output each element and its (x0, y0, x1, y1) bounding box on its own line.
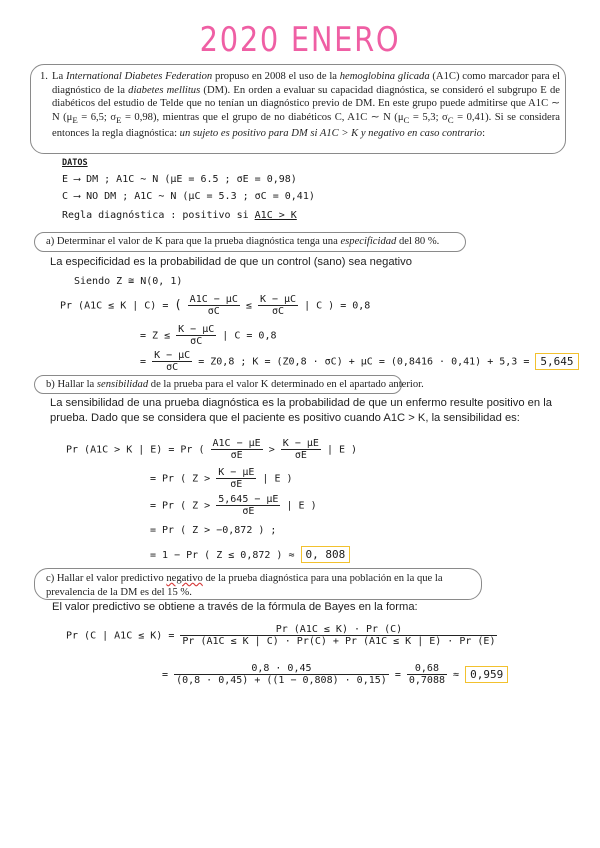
eq-fraction: $\frac{0,8 \cdot 0,45}{(0,8 \cdot 0,45) + ((1 - 0,808) \cdot 0,15)}$ (176, 663, 387, 686)
datos-rule-prefix: Regla diagnóstica : positivo si (62, 210, 255, 221)
eq-text: = (140, 356, 147, 368)
datos-rule (62, 210, 297, 221)
datos-rule-expr: A1C > K (254, 210, 297, 221)
part-a-text: Determinar el valor de K para que la prueba diagnóstica tenga una (56, 236, 341, 247)
part-b-statement (46, 378, 424, 392)
eq-fraction: $\frac{A1C - \mu C}{\sigma C}$ (189, 294, 238, 317)
q-part: E (72, 114, 78, 125)
eq-fraction: $\frac{K - \mu C}{\sigma C}$ (178, 324, 215, 347)
datos-line-c: C ⟶ NO DM ; A1C ∼ N (μC = 5.3 ; σC = 0,41) (62, 191, 315, 202)
part-a-result-box: 5,645 (535, 353, 578, 370)
part-a-label: a) (46, 236, 55, 247)
part-c-result-box: 0,959 (465, 666, 508, 683)
eq-fraction: $\frac{K - \mu C}{\sigma C}$ (154, 350, 191, 373)
part-c-statement (46, 572, 472, 599)
eq-text: = 1 − Pr ( Z ≤ 0,872 ) ≈ (150, 550, 295, 561)
datos-line-e: E ⟶ DM ; A1C ∼ N (μE = 6.5 ; σE = 0,98) (62, 174, 297, 185)
part-b-text: Hallar la (57, 379, 97, 390)
eq-fraction: $\frac{K - \mu C}{\sigma C}$ (259, 294, 297, 317)
part-b-text-em: sensibilidad (96, 379, 149, 390)
part-c-text: Hallar el valor predictivo (56, 573, 167, 584)
q-part: = 5,3; σ (409, 111, 448, 123)
datos-heading: DATOS (62, 158, 88, 168)
eq-fraction: $\frac{Pr (A1C \le K) \cdot Pr (C)}{Pr (A1C \le K | C) \cdot Pr(C) + Pr (A1C \le K | E) \cdot Pr (E)}$ (182, 624, 496, 647)
question-number: 1. (40, 71, 48, 82)
eq-text: ≤ (245, 300, 252, 312)
eq-text: Pr (A1C > K | E) = Pr ( (66, 444, 205, 456)
eq-fraction: $\frac{K - \mu E}{\sigma E}$ (218, 467, 255, 490)
part-a-eq3 (140, 350, 579, 373)
part-b-text-suffix: de la prueba para el valor K determinado en el apartado anterior. (148, 379, 424, 390)
q-part: C (403, 114, 410, 125)
q-part: hemoglobina glicada (339, 71, 430, 82)
eq-fraction: $\frac{5,645 - \mu E}{\sigma E}$ (218, 494, 279, 517)
part-a-statement (46, 235, 439, 249)
q-part: = 6,5; σ (77, 111, 117, 123)
eq-text: = (394, 669, 401, 681)
part-b-result-box: 0, 808 (301, 546, 351, 563)
part-b-l1 (66, 438, 357, 461)
eq-text: = Pr ( Z > (150, 500, 211, 512)
q-part: = 0,41). Si se considera entonces la regla diagnóstica: (52, 111, 560, 140)
eq-text: ≈ (453, 669, 460, 681)
part-b-answer: La sensibilidad de una prueba diagnóstica es la probabilidad de que un enfermo resulte positivo en la prueba. Dado que se considera que el paciente es positivo cuando A1C > K, la sensibilidad es: (50, 397, 552, 424)
part-b-l5 (150, 548, 350, 561)
eq-text: = Z ≤ (140, 330, 171, 342)
eq-fraction: $\frac{0,68}{0,7088}$ (408, 663, 445, 686)
part-a-eq1: Pr (A1C ≤ K | C) = ( $\frac{A1C - \mu C}{\sigma C}$ ≤ $\frac{K - \mu C}{\sigma C}$ | C ) = 0,8 (60, 294, 371, 317)
eq-fraction: $\frac{A1C - \mu E}{\sigma E}$ (212, 438, 261, 461)
q-part: (A1C) como marcador para el diagnóstico de la (52, 71, 561, 96)
q-part: : (482, 128, 486, 140)
q-part: propuso en 2008 el uso de la (212, 71, 340, 82)
eq-text: | C ) = 0,8 (304, 300, 371, 312)
question-statement (52, 70, 560, 141)
eq-text: | C = 0,8 (222, 330, 277, 342)
part-b-label: b) (46, 379, 55, 390)
eq-text: Pr (C | A1C ≤ K) = (66, 630, 175, 642)
part-a-eq2 (140, 324, 276, 347)
eq-text: | E ) (262, 473, 293, 485)
eq-text: = (162, 669, 169, 681)
eq-fraction: $\frac{K - \mu E}{\sigma E}$ (282, 438, 319, 461)
part-b-l2 (150, 467, 293, 490)
part-c-label: c) (46, 573, 55, 584)
eq-text: > (268, 444, 275, 456)
page-title: 2020 ENERO (199, 20, 401, 60)
part-a-text-em: especificidad (340, 236, 397, 247)
eq-text: = Z0,8 ; K = (Z0,8 · σC) + μC = (0,8416 · 0,41) + 5,3 = (198, 356, 530, 368)
q-part: La (52, 71, 66, 82)
eq-text: | E ) (286, 500, 317, 512)
q-part: International Diabetes Federation (65, 71, 213, 82)
q-part: diabetes mellitus (128, 84, 201, 96)
part-a-siendo: Siendo Z ≅ N(0, 1) (74, 276, 183, 287)
q-part: E (116, 114, 122, 125)
q-part: (DM). En orden a evaluar su capacidad diagnóstica, se consideró el subgrupo E de diabéticos del estudio de Telde que no tenían un diagnóstico previo de DM. En este grupo puede admitirse que A1C ∼ N (μ (52, 84, 560, 123)
part-c-text-suffix: de la prueba diagnóstica para una población en la que la prevalencia de la DM es del 15 %. (46, 573, 443, 598)
q-part: C (447, 114, 454, 125)
eq-text: Pr (A1C ≤ K | C) = (60, 300, 169, 312)
eq-text: = Pr ( Z > (150, 473, 211, 485)
eq-text: | E ) (326, 444, 358, 456)
part-b-l3 (150, 494, 317, 517)
part-a-answer: La especificidad es la probabilidad de que un control (sano) sea negativo (50, 256, 412, 268)
part-c-l1 (66, 624, 497, 647)
part-c-l2 (162, 663, 508, 686)
part-b-l4: = Pr ( Z > −0,872 ) ; (150, 525, 277, 536)
q-part: un sujeto es positivo para DM si A1C > K y negativo en caso contrario (179, 128, 483, 140)
q-part: = 0,98), mientras que el grupo de no diabéticos C, A1C ∼ N (μ (121, 111, 404, 123)
part-c-answer: El valor predictivo se obtiene a través de la fórmula de Bayes en la forma: (52, 601, 418, 613)
part-c-text-negativo: negativo (166, 573, 203, 584)
part-a-text-suffix: del 80 %. (396, 236, 440, 247)
